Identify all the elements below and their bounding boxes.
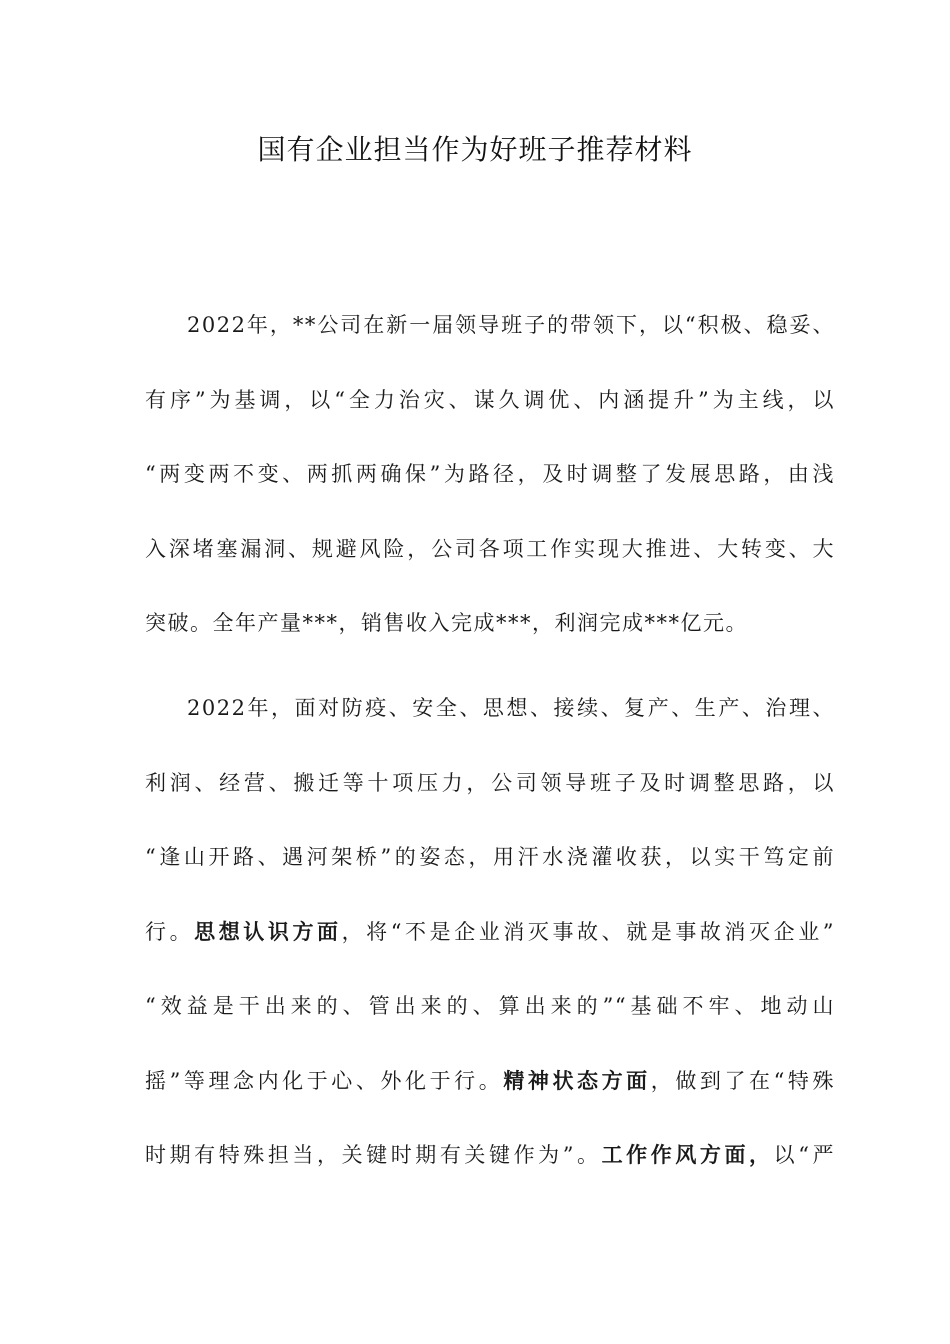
paragraph-2-line-2: 利润、经营、搬迁等十项压力，公司领导班子及时调整思路，以 [145,771,835,795]
bold-heading-spirit: 精神状态方面 [503,1068,651,1093]
paragraph-2-line-1: 2022年，面对防疫、安全、思想、接续、复产、生产、治理、 [187,696,835,720]
line-text: 摇”等理念内化于心、外化于行。 [145,1069,504,1093]
paragraph-1-line-5: 突破。全年产量***，销售收入完成***，利润完成***亿元。 [145,611,748,635]
paragraph-1-line-4: 入深堵塞漏洞、规避风险，公司各项工作实现大推进、大转变、大 [145,537,835,561]
paragraph-2-line-6 [145,1066,835,1096]
document-title: 国有企业担当作为好班子推荐材料 [257,133,693,166]
line-text: 时期有特殊担当，关键时期有关键作为”。 [145,1143,602,1167]
bold-heading-style: 工作作风方面， [601,1142,774,1167]
line-text: ，将“不是企业消灭事故、就是事故消灭企业” [341,920,835,944]
bold-heading-thought: 思想认识方面 [194,919,342,944]
line-text: 行。 [145,920,195,944]
paragraph-2-line-5: “效益是干出来的、管出来的、算出来的”“基础不牢、地动山 [145,994,835,1018]
paragraph-1-line-3: “两变两不变、两抓两确保”为路径，及时调整了发展思路，由浅 [145,462,835,486]
paragraph-1-line-1: 2022年，**公司在新一届领导班子的带领下，以“积极、稳妥、 [187,313,835,337]
line-text: 以“严 [773,1143,835,1167]
line-text: ，做到了在“特殊 [650,1069,835,1093]
paragraph-1-line-2: 有序”为基调，以“全力治灾、谋久调优、内涵提升”为主线，以 [145,388,835,412]
paragraph-2-line-7 [145,1140,835,1170]
paragraph-2-line-4 [145,917,835,947]
paragraph-2-line-3: “逢山开路、遇河架桥”的姿态，用汗水浇灌收获，以实干笃定前 [145,845,835,869]
